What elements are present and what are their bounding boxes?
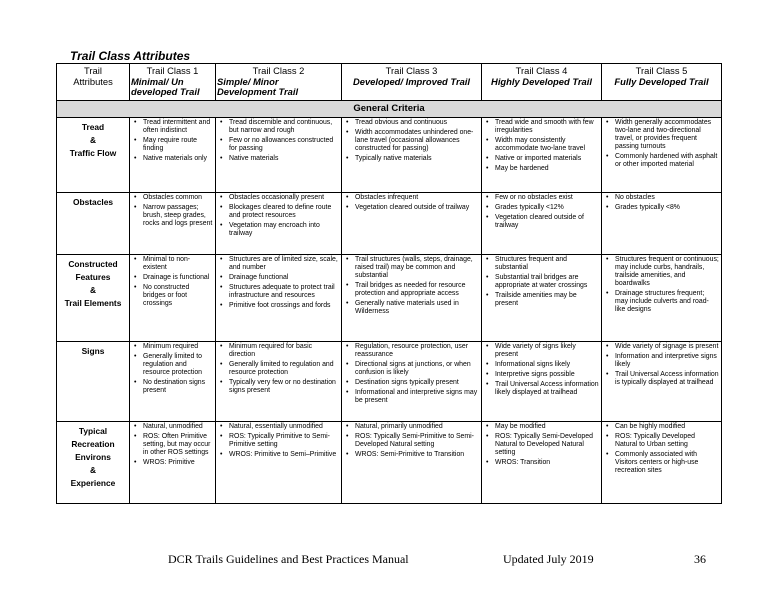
bullet-item: • Drainage structures frequent; may include culverts and road-like designs bbox=[615, 290, 719, 314]
bullet-item: • ROS: Typically Semi-Primitive to Semi-Developed Natural setting bbox=[355, 433, 479, 449]
bullet-item: • Directional signs at junctions, or when confusion is likely bbox=[355, 361, 479, 377]
bullet-item: • WROS: Semi-Primitive to Transition bbox=[355, 451, 479, 459]
criteria-cell bbox=[216, 421, 342, 503]
bullet-list bbox=[484, 194, 599, 230]
class-header-5 bbox=[602, 64, 722, 101]
bullet-list bbox=[218, 119, 339, 163]
bullet-item: • Vegetation may encroach into trailway bbox=[229, 222, 339, 238]
bullet-item: • Blockages cleared to define route and protect resources bbox=[229, 204, 339, 220]
class-subtitle: Simple/ Minor Development Trail bbox=[217, 75, 299, 97]
bullet-item: • Informational and interpretive signs may be present bbox=[355, 389, 479, 405]
bullet-item: • Trail bridges as needed for resource protection and appropriate access bbox=[355, 282, 479, 298]
bullet-item: • Few or no obstacles exist bbox=[495, 194, 599, 202]
bullet-list bbox=[132, 119, 213, 163]
bullet-list bbox=[218, 343, 339, 396]
row-label-text: Constructed Features & Trail Elements bbox=[64, 258, 122, 308]
criteria-cell bbox=[482, 341, 602, 421]
criteria-cell bbox=[482, 421, 602, 503]
bullet-item: • Interpretive signs possible bbox=[495, 371, 599, 379]
criteria-cell bbox=[130, 421, 216, 503]
bullet-item: • Natural, essentially unmodified bbox=[229, 423, 339, 431]
class-header-4 bbox=[482, 64, 602, 101]
row-label-text: Tread & Traffic Flow bbox=[69, 121, 117, 158]
bullet-item: • Drainage is functional bbox=[143, 274, 213, 282]
bullet-item: • Commonly hardened with asphalt or other imported material bbox=[615, 153, 719, 169]
row-label bbox=[57, 192, 130, 254]
bullet-item: • Commonly associated with Visitors centers or high-use recreation sites bbox=[615, 451, 719, 475]
bullet-list bbox=[484, 119, 599, 174]
bullet-item: • Trail structures (walls, steps, drainage, raised trail) may be common and substantial bbox=[355, 256, 479, 280]
criteria-cell bbox=[130, 341, 216, 421]
bullet-list bbox=[484, 343, 599, 398]
bullet-item: • ROS: Often Primitive setting, but may occur in other ROS settings bbox=[143, 433, 213, 457]
table-row bbox=[57, 117, 722, 192]
bullet-item: • Native materials only bbox=[143, 155, 213, 163]
bullet-item: • May be hardened bbox=[495, 165, 599, 173]
bullet-item: • Narrow passages; brush, steep grades, rocks and logs present bbox=[143, 204, 213, 228]
bullet-item: • Primitive foot crossings and fords bbox=[229, 302, 339, 310]
criteria-cell bbox=[602, 254, 722, 341]
bullet-item: • Structures frequent and substantial bbox=[495, 256, 599, 272]
class-header-1 bbox=[130, 64, 216, 101]
table-row bbox=[57, 341, 722, 421]
criteria-cell bbox=[342, 254, 482, 341]
table-row bbox=[57, 421, 722, 503]
bullet-item: • Typically very few or no destination signs present bbox=[229, 379, 339, 395]
bullet-list bbox=[484, 256, 599, 309]
bullet-item: • Minimal to non-existent bbox=[143, 256, 213, 272]
bullet-item: • Vegetation cleared outside of trailway bbox=[355, 204, 479, 212]
class-header-2 bbox=[216, 64, 342, 101]
bullet-item: • Trailside amenities may be present bbox=[495, 292, 599, 308]
class-subtitle: Developed/ Improved Trail bbox=[352, 75, 471, 87]
row-label-text: Typical Recreation Environs & Experience bbox=[70, 425, 116, 488]
row-label bbox=[57, 254, 130, 341]
bullet-item: • Generally native materials used in Wilderness bbox=[355, 300, 479, 316]
bullet-item: • Natural, unmodified bbox=[143, 423, 213, 431]
bullet-item: • Minimum required for basic direction bbox=[229, 343, 339, 359]
footer-updated: Updated July 2019 bbox=[503, 552, 594, 566]
class-name: Trail Class 2 bbox=[252, 65, 305, 76]
bullet-item: • Obstacles infrequent bbox=[355, 194, 479, 202]
attr-header bbox=[57, 64, 130, 101]
bullet-item: • Can be highly modified bbox=[615, 423, 719, 431]
bullet-item: • ROS: Typically Semi-Developed Natural to Developed Natural setting bbox=[495, 433, 599, 457]
criteria-cell bbox=[482, 254, 602, 341]
bullet-item: • WROS: Primitive to Semi–Primitive bbox=[229, 451, 339, 459]
bullet-item: • Substantial trail bridges are appropriate at water crossings bbox=[495, 274, 599, 290]
criteria-cell bbox=[342, 421, 482, 503]
bullet-item: • Wide variety of signs likely present bbox=[495, 343, 599, 359]
bullet-list bbox=[484, 423, 599, 467]
class-subtitle: Fully Developed Trail bbox=[614, 75, 709, 87]
bullet-item: • Width accommodates unhindered one-lane travel (occasional allowances constructed for passing) bbox=[355, 129, 479, 153]
class-name: Trail Class 4 bbox=[515, 65, 568, 76]
class-subtitle: Highly Developed Trail bbox=[491, 75, 592, 87]
bullet-item: • No constructed bridges or foot crossings bbox=[143, 284, 213, 308]
bullet-list bbox=[132, 423, 213, 467]
bullet-item: • No destination signs present bbox=[143, 379, 213, 395]
row-label bbox=[57, 117, 130, 192]
bullet-item: • Trail Universal Access information likely displayed at trailhead bbox=[495, 381, 599, 397]
bullet-list bbox=[344, 119, 479, 163]
bullet-item: • Obstacles common bbox=[143, 194, 213, 202]
bullet-item: • Obstacles occasionally present bbox=[229, 194, 339, 202]
table-row bbox=[57, 192, 722, 254]
table-header bbox=[57, 64, 722, 101]
bullet-list bbox=[218, 194, 339, 238]
bullet-item: • WROS: Transition bbox=[495, 459, 599, 467]
row-label-text: Obstacles bbox=[72, 196, 114, 207]
bullet-item: • Typically native materials bbox=[355, 155, 479, 163]
bullet-item: • Grades typically <12% bbox=[495, 204, 599, 212]
bullet-item: • Trail Universal Access information is typically displayed at trailhead bbox=[615, 371, 719, 387]
criteria-cell bbox=[482, 117, 602, 192]
bullet-item: • Generally limited to regulation and resource protection bbox=[143, 353, 213, 377]
bullet-item: • Width generally accommodates two-lane and two-directional travel, or provides frequent passing turnouts bbox=[615, 119, 719, 151]
bullet-item: • Drainage functional bbox=[229, 274, 339, 282]
class-header-3 bbox=[342, 64, 482, 101]
bullet-list bbox=[218, 423, 339, 459]
bullet-item: • Generally limited to regulation and resource protection bbox=[229, 361, 339, 377]
criteria-cell bbox=[342, 341, 482, 421]
bullet-item: • Wide variety of signage is present bbox=[615, 343, 719, 351]
criteria-cell bbox=[602, 117, 722, 192]
bullet-item: • Destination signs typically present bbox=[355, 379, 479, 387]
bullet-item: • Vegetation cleared outside of trailway bbox=[495, 214, 599, 230]
bullet-item: • Structures adequate to protect trail infrastructure and resources bbox=[229, 284, 339, 300]
bullet-list bbox=[604, 343, 719, 387]
bullet-item: • Minimum required bbox=[143, 343, 213, 351]
bullet-item: • ROS: Typically Developed Natural to Urban setting bbox=[615, 433, 719, 449]
class-name: Trail Class 5 bbox=[635, 65, 688, 76]
bullet-list bbox=[604, 194, 719, 212]
bullet-item: • Native materials bbox=[229, 155, 339, 163]
bullet-list bbox=[604, 423, 719, 476]
bullet-list bbox=[344, 194, 479, 212]
criteria-cell bbox=[130, 254, 216, 341]
bullet-item: • Width may consistently accommodate two-lane travel bbox=[495, 137, 599, 153]
section-header: General Criteria bbox=[57, 100, 722, 117]
bullet-item: • WROS: Primitive bbox=[143, 459, 213, 467]
criteria-cell bbox=[216, 341, 342, 421]
bullet-list bbox=[344, 256, 479, 317]
bullet-item: • Structures frequent or continuous; may include curbs, handrails, trailside amenities, and boardwalks bbox=[615, 256, 719, 288]
table-row bbox=[57, 254, 722, 341]
footer-page-number: 36 bbox=[694, 552, 706, 566]
bullet-item: • No obstacles bbox=[615, 194, 719, 202]
class-name: Trail Class 1 bbox=[146, 65, 199, 76]
trail-class-table bbox=[56, 63, 722, 504]
bullet-item: • ROS: Typically Primitive to Semi-Primitive setting bbox=[229, 433, 339, 449]
bullet-list bbox=[344, 343, 479, 406]
criteria-cell bbox=[602, 192, 722, 254]
criteria-cell bbox=[342, 117, 482, 192]
bullet-item: • Few or no allowances constructed for passing bbox=[229, 137, 339, 153]
row-label bbox=[57, 341, 130, 421]
class-name: Trail Class 3 bbox=[385, 65, 438, 76]
bullet-list bbox=[132, 194, 213, 228]
criteria-cell bbox=[130, 117, 216, 192]
criteria-cell bbox=[602, 421, 722, 503]
bullet-item: • Natural, primarily unmodified bbox=[355, 423, 479, 431]
bullet-item: • Tread wide and smooth with few irregularities bbox=[495, 119, 599, 135]
bullet-list bbox=[218, 256, 339, 311]
criteria-cell bbox=[216, 117, 342, 192]
bullet-item: • May be modified bbox=[495, 423, 599, 431]
criteria-cell bbox=[342, 192, 482, 254]
row-label bbox=[57, 421, 130, 503]
bullet-item: • Tread intermittent and often indistinct bbox=[143, 119, 213, 135]
bullet-list bbox=[132, 343, 213, 396]
attr-header-label: Trail Attributes bbox=[73, 65, 113, 87]
criteria-cell bbox=[216, 192, 342, 254]
page-title: Trail Class Attributes bbox=[70, 49, 191, 63]
bullet-item: • Information and interpretive signs likely bbox=[615, 353, 719, 369]
bullet-item: • Structures are of limited size, scale, and number bbox=[229, 256, 339, 272]
bullet-item: • Tread discernible and continuous, but narrow and rough bbox=[229, 119, 339, 135]
bullet-item: • Grades typically <8% bbox=[615, 204, 719, 212]
bullet-item: • Informational signs likely bbox=[495, 361, 599, 369]
class-subtitle: Minimal/ Un developed Trail bbox=[131, 75, 200, 97]
footer-manual-title: DCR Trails Guidelines and Best Practices Manual bbox=[168, 552, 409, 566]
bullet-list bbox=[604, 119, 719, 170]
bullet-list bbox=[344, 423, 479, 459]
criteria-cell bbox=[216, 254, 342, 341]
criteria-cell bbox=[482, 192, 602, 254]
bullet-item: • Regulation, resource protection, user reassurance bbox=[355, 343, 479, 359]
criteria-cell bbox=[602, 341, 722, 421]
row-label-text: Signs bbox=[81, 345, 105, 356]
bullet-item: • May require route finding bbox=[143, 137, 213, 153]
bullet-list bbox=[604, 256, 719, 315]
bullet-item: • Native or imported materials bbox=[495, 155, 599, 163]
bullet-item: • Tread obvious and continuous bbox=[355, 119, 479, 127]
bullet-list bbox=[132, 256, 213, 309]
criteria-cell bbox=[130, 192, 216, 254]
